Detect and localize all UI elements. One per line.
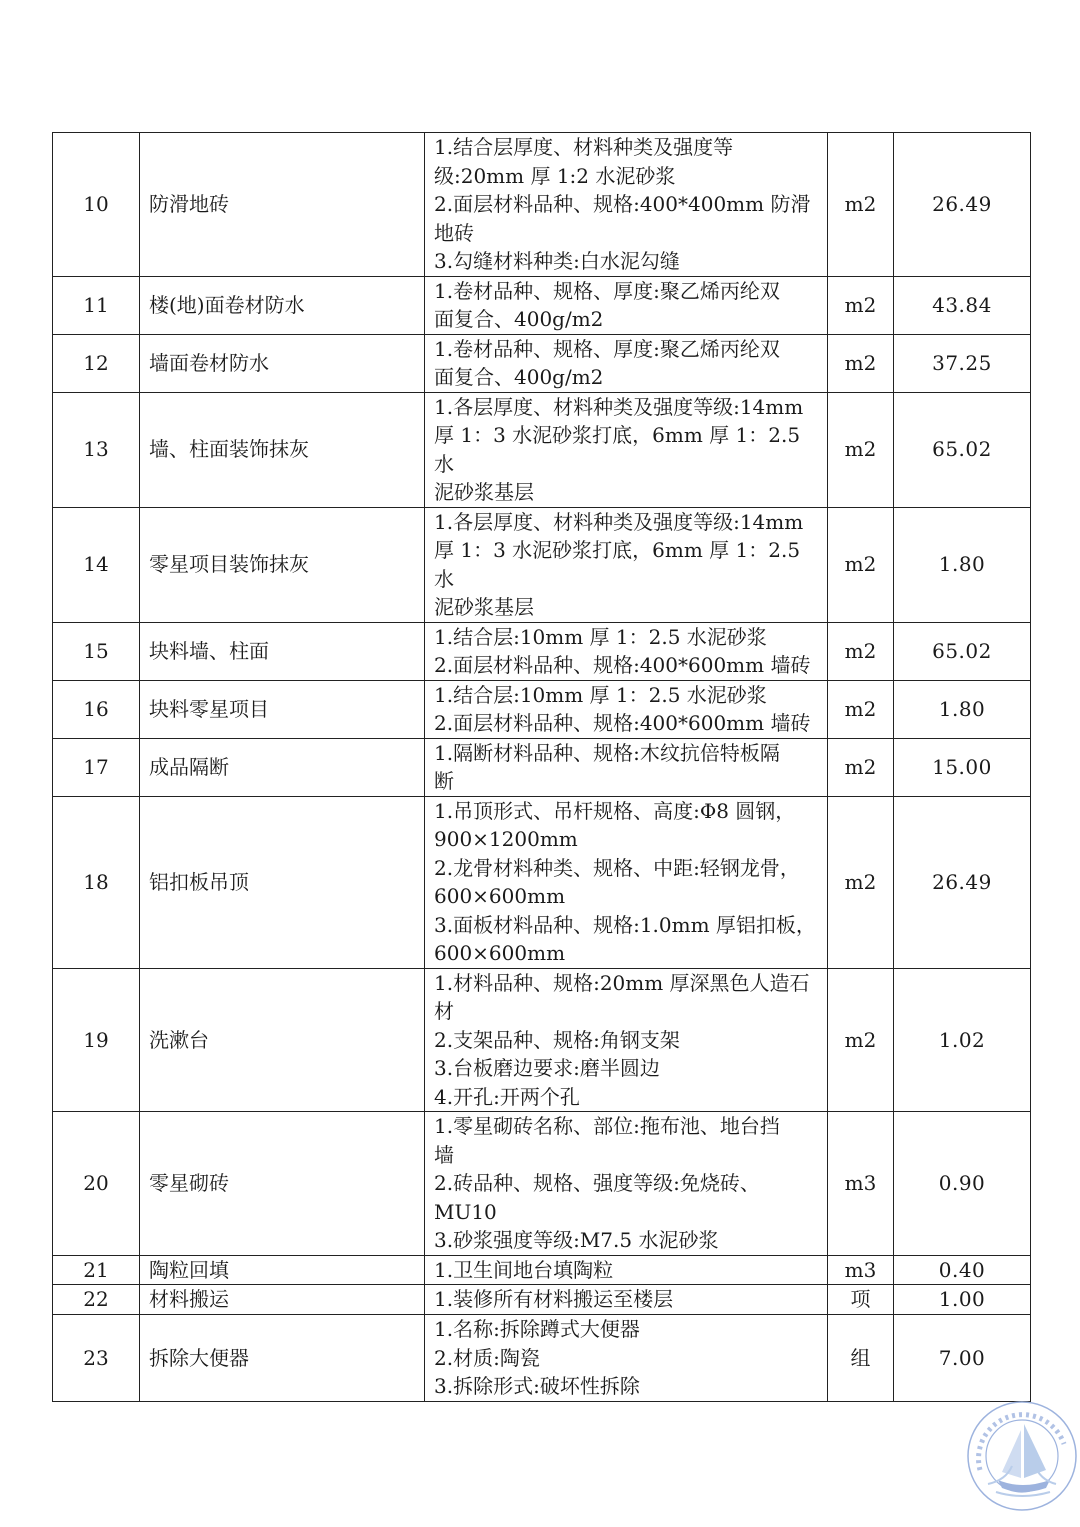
item-quantity: 26.49 xyxy=(894,796,1031,968)
description-line: 泥砂浆基层 xyxy=(434,480,534,504)
item-description xyxy=(425,392,828,507)
item-name: 陶粒回填 xyxy=(140,1255,425,1285)
item-quantity: 37.25 xyxy=(894,334,1031,392)
item-name: 拆除大便器 xyxy=(140,1315,425,1402)
item-quantity: 26.49 xyxy=(894,133,1031,277)
item-name: 零星项目装饰抹灰 xyxy=(140,507,425,622)
item-number: 21 xyxy=(53,1255,140,1285)
description-line: 1.隔断材料品种、规格:木纹抗倍特板隔 xyxy=(434,740,780,765)
table-row xyxy=(53,392,1031,507)
school-seal-icon xyxy=(966,1400,1078,1512)
item-unit: m2 xyxy=(828,276,894,334)
description-line: 断 xyxy=(434,769,454,793)
item-number: 14 xyxy=(53,507,140,622)
item-unit: m2 xyxy=(828,680,894,738)
table-row xyxy=(53,738,1031,796)
table-row xyxy=(53,507,1031,622)
table-row xyxy=(53,133,1031,277)
item-quantity: 1.00 xyxy=(894,1285,1031,1315)
description-line: 材 xyxy=(434,999,454,1023)
item-description xyxy=(425,276,828,334)
description-line: 2.支架品种、规格:角钢支架 xyxy=(434,1027,680,1052)
description-line: 2.面层材料品种、规格:400*400mm 防滑 xyxy=(434,192,811,216)
description-line: 3.拆除形式:破坏性拆除 xyxy=(434,1374,640,1398)
item-quantity: 43.84 xyxy=(894,276,1031,334)
description-line: 2.面层材料品种、规格:400*600mm 墙砖 xyxy=(434,711,811,735)
item-description xyxy=(425,622,828,680)
item-number: 19 xyxy=(53,968,140,1112)
item-number: 17 xyxy=(53,738,140,796)
item-description xyxy=(425,680,828,738)
table-row xyxy=(53,334,1031,392)
item-name: 铝扣板吊顶 xyxy=(140,796,425,968)
item-unit: m2 xyxy=(828,334,894,392)
description-line: 2.砖品种、规格、强度等级:免烧砖、MU10 xyxy=(434,1171,760,1224)
item-number: 18 xyxy=(53,796,140,968)
description-line: 面复合、400g/m2 xyxy=(434,365,604,389)
item-description xyxy=(425,507,828,622)
description-line: 1.结合层:10mm 厚 1：2.5 水泥砂浆 xyxy=(434,624,767,649)
description-line: 1.装修所有材料搬运至楼层 xyxy=(434,1287,674,1312)
table-row xyxy=(53,276,1031,334)
item-description xyxy=(425,796,828,968)
description-line: 泥砂浆基层 xyxy=(434,595,534,619)
table-body xyxy=(53,133,1031,1402)
item-quantity: 15.00 xyxy=(894,738,1031,796)
item-number: 22 xyxy=(53,1285,140,1315)
item-unit: m3 xyxy=(828,1255,894,1285)
description-line: 4.开孔:开两个孔 xyxy=(434,1084,580,1109)
description-line: 1.卫生间地台填陶粒 xyxy=(434,1257,614,1282)
table-row xyxy=(53,1255,1031,1285)
table-row xyxy=(53,796,1031,968)
item-number: 15 xyxy=(53,622,140,680)
item-name: 块料墙、柱面 xyxy=(140,622,425,680)
item-number: 23 xyxy=(53,1315,140,1402)
description-line: 3.面板材料品种、规格:1.0mm 厚铝扣板， xyxy=(434,912,816,937)
table-row xyxy=(53,1285,1031,1315)
item-description xyxy=(425,1112,828,1256)
item-quantity: 0.40 xyxy=(894,1255,1031,1285)
description-line: 厚 1：3 水泥砂浆打底，6mm 厚 1：2.5 水 xyxy=(434,538,801,591)
item-unit: 组 xyxy=(828,1315,894,1402)
item-unit: m3 xyxy=(828,1112,894,1256)
description-line: 1.材料品种、规格:20mm 厚深黑色人造石 xyxy=(434,970,810,995)
item-name: 材料搬运 xyxy=(140,1285,425,1315)
item-unit: m2 xyxy=(828,796,894,968)
bill-of-quantities-table xyxy=(52,132,1031,1402)
item-name: 墙面卷材防水 xyxy=(140,334,425,392)
description-line: 2.龙骨材料种类、规格、中距:轻钢龙骨， xyxy=(434,855,800,880)
item-quantity: 65.02 xyxy=(894,392,1031,507)
item-description xyxy=(425,334,828,392)
description-line: 1.卷材品种、规格、厚度:聚乙烯丙纶双 xyxy=(434,336,780,361)
description-line: 2.面层材料品种、规格:400*600mm 墙砖 xyxy=(434,653,811,677)
item-number: 12 xyxy=(53,334,140,392)
item-name: 块料零星项目 xyxy=(140,680,425,738)
item-number: 16 xyxy=(53,680,140,738)
description-line: 面复合、400g/m2 xyxy=(434,307,604,331)
item-description xyxy=(425,968,828,1112)
item-name: 防滑地砖 xyxy=(140,133,425,277)
item-unit: m2 xyxy=(828,622,894,680)
item-number: 20 xyxy=(53,1112,140,1256)
item-unit: m2 xyxy=(828,968,894,1112)
item-unit: m2 xyxy=(828,133,894,277)
description-line: 1.各层厚度、材料种类及强度等级:14mm xyxy=(434,509,804,534)
description-line: 厚 1：3 水泥砂浆打底，6mm 厚 1：2.5 水 xyxy=(434,423,801,476)
description-line: 1.结合层:10mm 厚 1：2.5 水泥砂浆 xyxy=(434,682,767,707)
table-row xyxy=(53,680,1031,738)
item-description xyxy=(425,1315,828,1402)
item-description xyxy=(425,1285,828,1315)
table-row xyxy=(53,968,1031,1112)
item-name: 墙、柱面装饰抹灰 xyxy=(140,392,425,507)
item-quantity: 1.80 xyxy=(894,507,1031,622)
description-line: 3.砂浆强度等级:M7.5 水泥砂浆 xyxy=(434,1228,719,1252)
item-unit: m2 xyxy=(828,392,894,507)
description-line: 2.材质:陶瓷 xyxy=(434,1345,540,1370)
description-line: 900×1200mm xyxy=(434,827,578,851)
item-name: 成品隔断 xyxy=(140,738,425,796)
item-quantity: 1.80 xyxy=(894,680,1031,738)
item-unit: 项 xyxy=(828,1285,894,1315)
item-description xyxy=(425,1255,828,1285)
table-row xyxy=(53,1315,1031,1402)
item-unit: m2 xyxy=(828,507,894,622)
item-number: 10 xyxy=(53,133,140,277)
item-number: 13 xyxy=(53,392,140,507)
item-quantity: 7.00 xyxy=(894,1315,1031,1402)
item-name: 零星砌砖 xyxy=(140,1112,425,1256)
description-line: 1.吊顶形式、吊杆规格、高度:Φ8 圆钢， xyxy=(434,798,796,823)
item-quantity: 0.90 xyxy=(894,1112,1031,1256)
item-name: 洗漱台 xyxy=(140,968,425,1112)
item-description xyxy=(425,738,828,796)
description-line: 级:20mm 厚 1:2 水泥砂浆 xyxy=(434,163,676,188)
description-line: 1.结合层厚度、材料种类及强度等 xyxy=(434,135,734,159)
description-line: 600×600mm xyxy=(434,884,566,908)
item-unit: m2 xyxy=(828,738,894,796)
description-line: 1.零星砌砖名称、部位:拖布池、地台挡 xyxy=(434,1114,780,1138)
item-number: 11 xyxy=(53,276,140,334)
description-line: 墙 xyxy=(434,1142,454,1167)
item-quantity: 1.02 xyxy=(894,968,1031,1112)
description-line: 3.勾缝材料种类:白水泥勾缝 xyxy=(434,249,680,273)
item-name: 楼(地)面卷材防水 xyxy=(140,276,425,334)
item-quantity: 65.02 xyxy=(894,622,1031,680)
description-line: 1.卷材品种、规格、厚度:聚乙烯丙纶双 xyxy=(434,278,780,303)
description-line: 3.台板磨边要求:磨半圆边 xyxy=(434,1056,660,1080)
table-row xyxy=(53,622,1031,680)
description-line: 地砖 xyxy=(434,220,474,245)
description-line: 600×600mm xyxy=(434,941,566,965)
description-line: 1.各层厚度、材料种类及强度等级:14mm xyxy=(434,394,804,419)
description-line: 1.名称:拆除蹲式大便器 xyxy=(434,1317,640,1341)
item-description xyxy=(425,133,828,277)
table-row xyxy=(53,1112,1031,1256)
